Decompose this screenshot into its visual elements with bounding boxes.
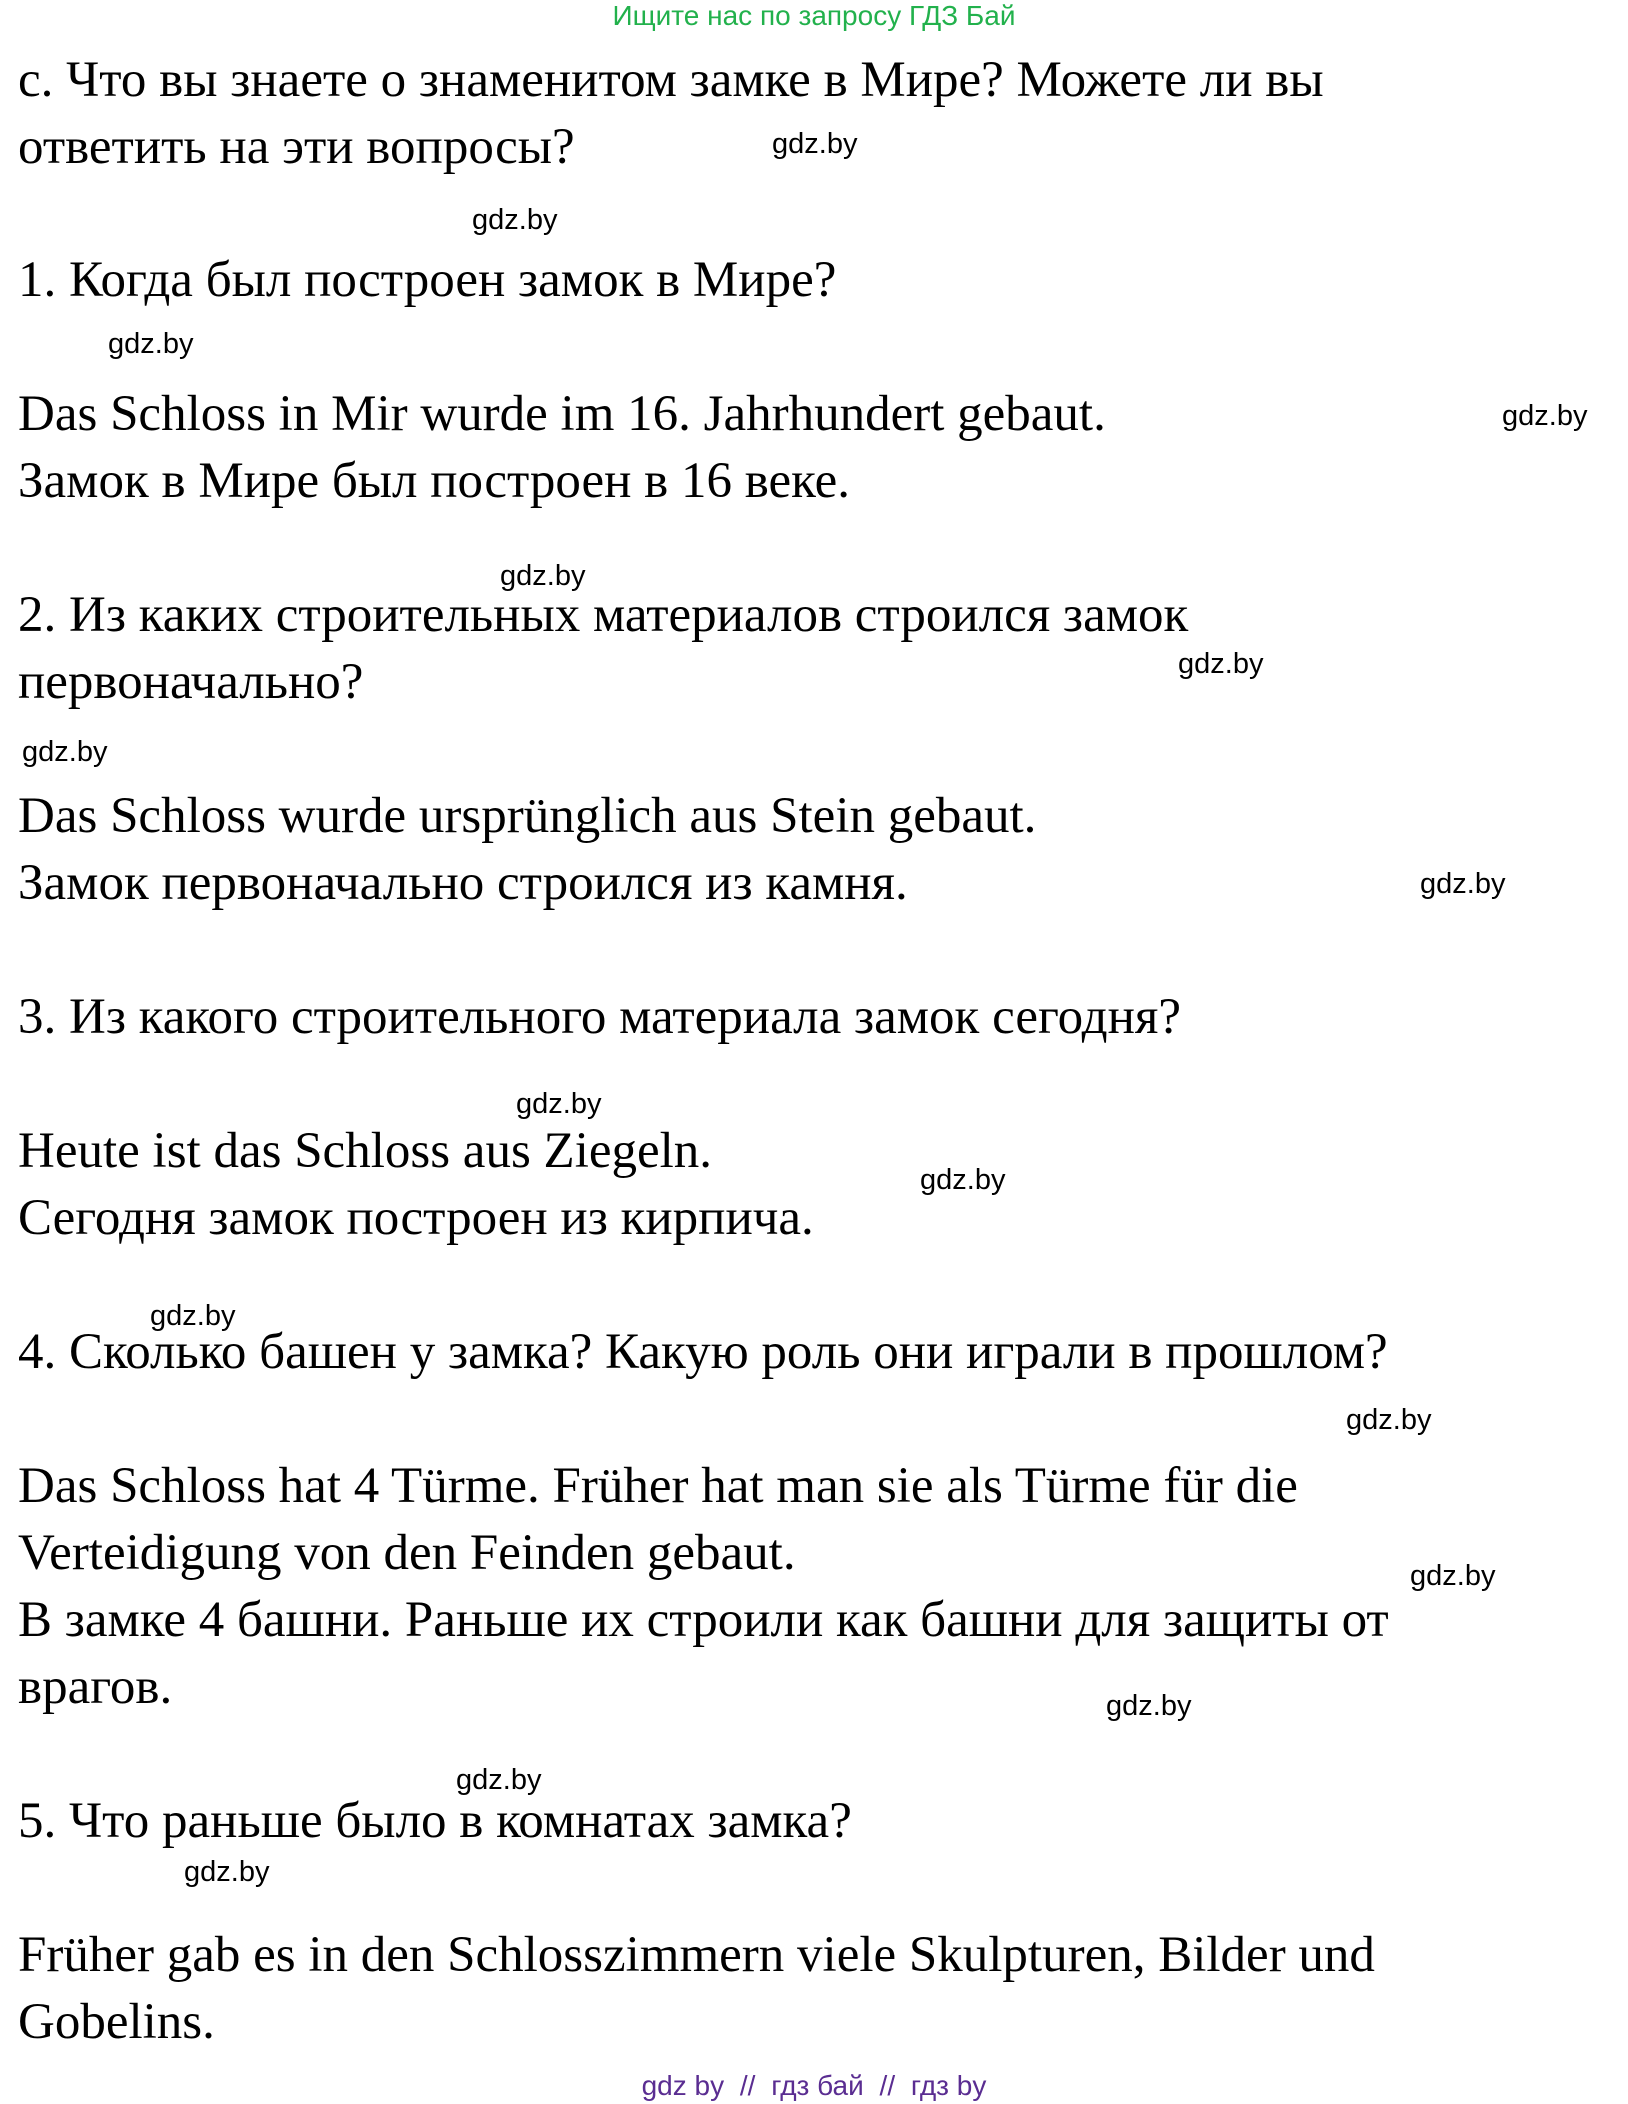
watermark: gdz.by: [1178, 648, 1264, 680]
answer-3-ru: Сегодня замок построен из кирпича.: [18, 1190, 814, 1246]
watermark: gdz.by: [1346, 1404, 1432, 1436]
question-5: 5. Что раньше было в комнатах замка?: [18, 1793, 852, 1849]
footer-link-gdz-by-cyr[interactable]: гдз by: [910, 2070, 987, 2101]
question-2-line-2: первоначально?: [18, 654, 364, 710]
intro-line-1: с. Что вы знаете о знаменитом замке в Мире? Можете ли вы: [18, 52, 1324, 108]
footer-separator: //: [739, 2070, 756, 2101]
footer-separator: //: [879, 2070, 896, 2101]
watermark: gdz.by: [500, 560, 586, 592]
answer-1-de: Das Schloss in Mir wurde im 16. Jahrhundert gebaut.: [18, 386, 1106, 442]
question-1: 1. Когда был построен замок в Мире?: [18, 252, 837, 308]
question-4: 4. Сколько башен у замка? Какую роль они играли в прошлом?: [18, 1324, 1388, 1380]
watermark: gdz.by: [772, 128, 858, 160]
watermark: gdz.by: [516, 1088, 602, 1120]
answer-5-de-line-2: Gobelins.: [18, 1994, 215, 2050]
watermark: gdz.by: [22, 736, 108, 768]
watermark: gdz.by: [184, 1856, 270, 1888]
footer-link-gdz-bai[interactable]: гдз бай: [771, 2070, 864, 2101]
answer-3-de: Heute ist das Schloss aus Ziegeln.: [18, 1123, 713, 1179]
answer-4-de-line-2: Verteidigung von den Feinden gebaut.: [18, 1525, 796, 1581]
watermark: gdz.by: [150, 1300, 236, 1332]
watermark: gdz.by: [1106, 1690, 1192, 1722]
answer-1-ru: Замок в Мире был построен в 16 веке.: [18, 453, 851, 509]
answer-5-de-line-1: Früher gab es in den Schlosszimmern viele Skulpturen, Bilder und: [18, 1927, 1375, 1983]
footer-link-gdz-by[interactable]: gdz by: [641, 2070, 725, 2101]
intro-line-2: ответить на эти вопросы?: [18, 119, 575, 175]
watermark: gdz.by: [1420, 868, 1506, 900]
answer-2-de: Das Schloss wurde ursprünglich aus Stein gebaut.: [18, 788, 1037, 844]
watermark: gdz.by: [456, 1764, 542, 1796]
watermark: gdz.by: [1410, 1560, 1496, 1592]
answer-4-ru-line-1: В замке 4 башни. Раньше их строили как башни для защиты от: [18, 1592, 1389, 1648]
top-banner-link[interactable]: Ищите нас по запросу ГДЗ Бай: [612, 0, 1016, 31]
watermark: gdz.by: [920, 1164, 1006, 1196]
answer-4-de-line-1: Das Schloss hat 4 Türme. Früher hat man sie als Türme für die: [18, 1458, 1298, 1514]
watermark: gdz.by: [108, 328, 194, 360]
question-3: 3. Из какого строительного материала замок сегодня?: [18, 989, 1181, 1045]
watermark: gdz.by: [1502, 400, 1588, 432]
watermark: gdz.by: [472, 204, 558, 236]
answer-4-ru-line-2: врагов.: [18, 1659, 173, 1715]
question-2-line-1: 2. Из каких строительных материалов строился замок: [18, 587, 1189, 643]
footer-links: [0, 2070, 1628, 2102]
answer-2-ru: Замок первоначально строился из камня.: [18, 855, 908, 911]
